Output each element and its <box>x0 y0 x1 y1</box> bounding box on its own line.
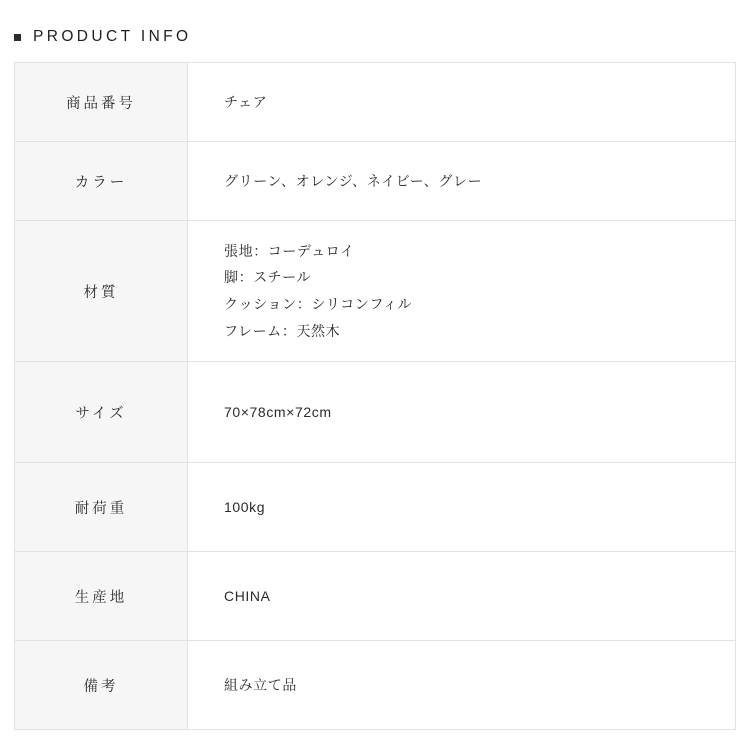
table-row <box>15 552 736 641</box>
spec-label: 生産地 <box>15 552 188 641</box>
table-row <box>15 362 736 463</box>
spec-value <box>188 552 736 641</box>
spec-value-line: 張地：コーデュロイ <box>224 242 355 259</box>
spec-label: 備考 <box>15 641 188 730</box>
spec-value <box>188 463 736 552</box>
spec-label: サイズ <box>15 362 188 463</box>
table-row <box>15 142 736 221</box>
spec-value-line: グリーン、オレンジ、ネイビー、グレー <box>224 172 483 189</box>
spec-value <box>188 221 736 362</box>
spec-value-line: 100kg <box>224 498 266 515</box>
product-spec-table <box>14 62 736 730</box>
spec-label: カラー <box>15 142 188 221</box>
spec-value <box>188 362 736 463</box>
spec-value-line: CHINA <box>224 587 271 604</box>
spec-value-line: チェア <box>224 93 268 110</box>
page-title: PRODUCT INFO <box>33 28 192 45</box>
table-row <box>15 463 736 552</box>
spec-value-line: フレーム：天然木 <box>224 322 341 339</box>
table-row <box>15 221 736 362</box>
table-row <box>15 641 736 730</box>
square-bullet-icon <box>14 34 21 41</box>
section-heading <box>14 0 736 62</box>
spec-value <box>188 641 736 730</box>
spec-value-line: 組み立て品 <box>224 676 297 693</box>
spec-value-line: 70×78cm×72cm <box>224 403 332 420</box>
spec-value <box>188 142 736 221</box>
table-row <box>15 63 736 142</box>
spec-value-line: 脚：スチール <box>224 269 312 286</box>
spec-value-line: クッション：シリコンフィル <box>224 296 413 312</box>
spec-label: 商品番号 <box>15 63 188 142</box>
spec-label: 耐荷重 <box>15 463 188 552</box>
spec-label: 材質 <box>15 221 188 362</box>
spec-value <box>188 63 736 142</box>
